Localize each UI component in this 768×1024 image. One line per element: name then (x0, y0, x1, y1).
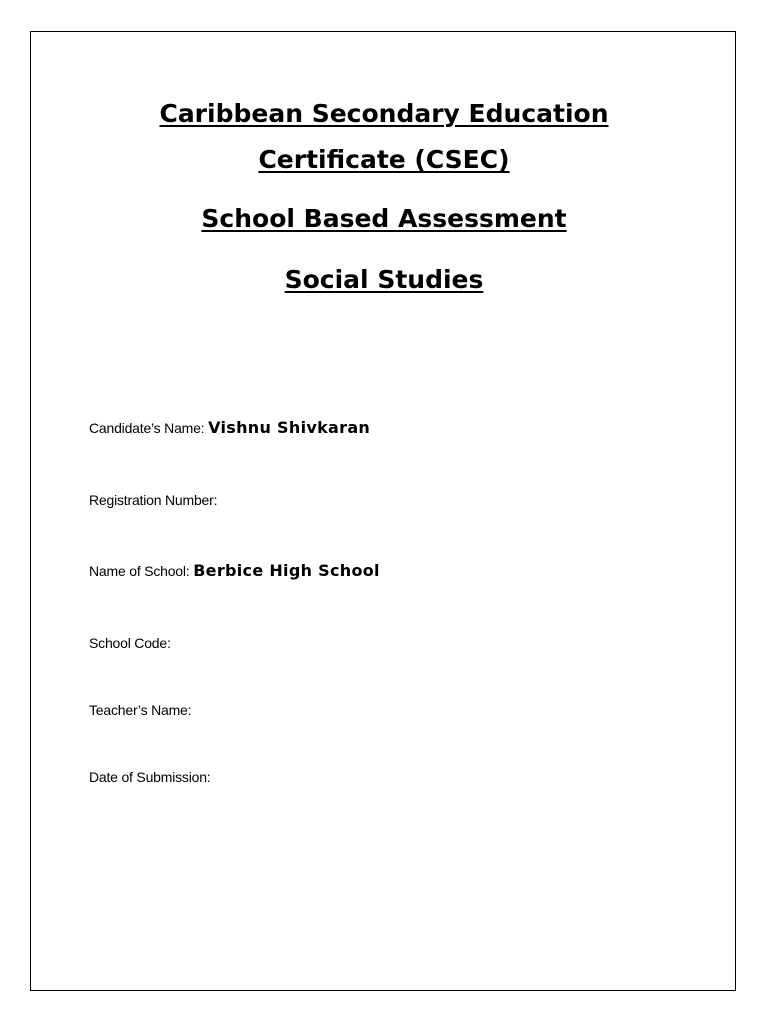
registration-number-field (89, 490, 217, 510)
candidate-name-value: Vishnu Shivkaran (208, 418, 371, 437)
title-assessment: School Based Assessment (201, 204, 567, 233)
registration-number-label: Registration Number: (89, 492, 218, 508)
school-name-field (89, 561, 380, 581)
teacher-name-field (89, 700, 191, 720)
date-of-submission-field (89, 767, 210, 787)
page-border (30, 31, 736, 991)
date-of-submission-label: Date of Submission: (89, 769, 211, 785)
teacher-name-label: Teacher’s Name: (89, 702, 192, 718)
candidate-name-label: Candidate’s Name: (89, 420, 209, 436)
school-name-value: Berbice High School (193, 561, 380, 580)
school-code-field (89, 633, 171, 653)
school-code-label: School Code: (89, 635, 171, 651)
title-certificate: Certificate (CSEC) (258, 145, 510, 174)
candidate-name-field (89, 418, 370, 438)
title-exam-body: Caribbean Secondary Education (159, 99, 609, 128)
title-subject: Social Studies (284, 265, 484, 294)
school-name-label: Name of School: (89, 563, 194, 579)
